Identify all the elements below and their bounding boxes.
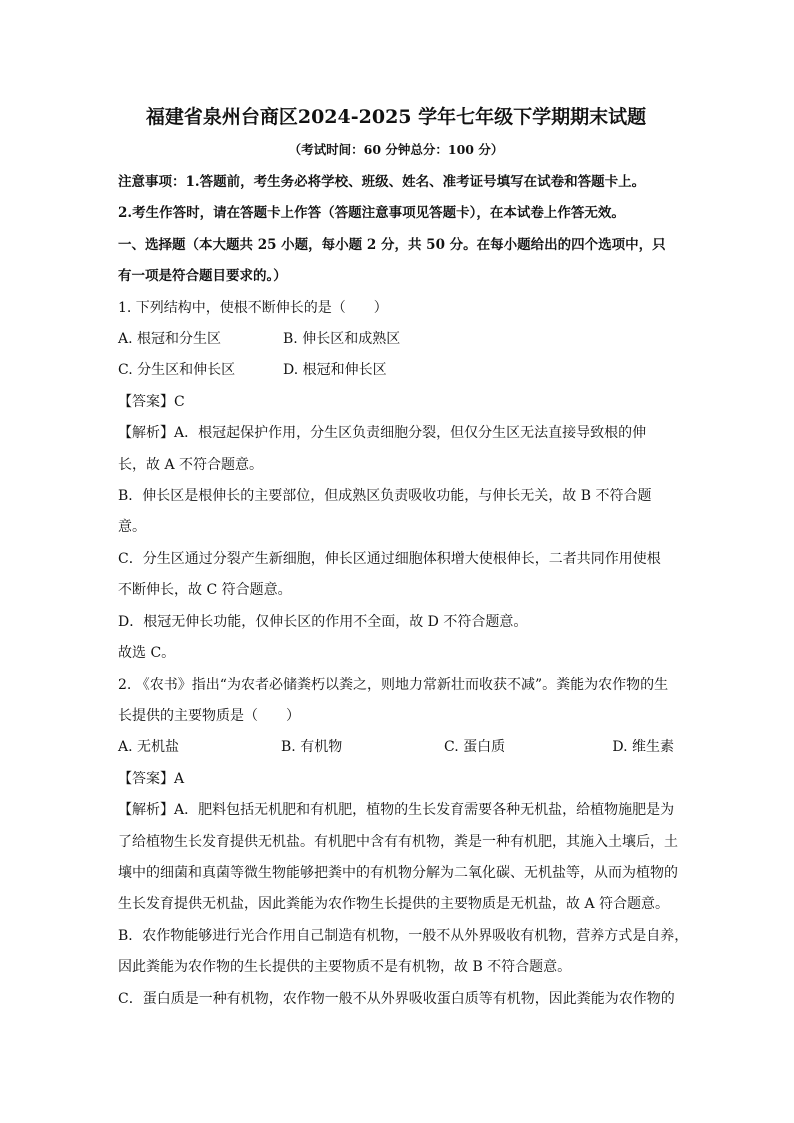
question-2-option-c: C. 蛋白质	[444, 739, 506, 756]
question-2-option-a: A. 无机盐	[118, 739, 180, 756]
question-1-option-d: D. 根冠和伸长区	[283, 362, 387, 379]
question-2-analysis-line: 壤中的细菌和真菌等微生物能够把粪中的有机物分解为二氧化碳、无机盐等，从而为植物的	[118, 864, 678, 881]
notice-line-2: 2.考生作答时，请在答题卡上作答（答题注意事项见答题卡），在本试卷上作答无效。	[118, 205, 625, 222]
question-1-conclusion: 故选 C。	[118, 645, 176, 662]
question-2-options-row	[118, 732, 674, 763]
question-2-analysis-line: 生长发育提供无机盐，因此粪能为农作物生长提供的主要物质是无机盐，故 A 符合题意。	[118, 896, 670, 913]
question-1-option-a: A. 根冠和分生区	[118, 331, 222, 348]
question-2-stem-line-1: 2. 《农书》指出“为农者必储粪朽以粪之，则地力常新壮而收获不减”。粪能为农作物的生	[118, 676, 669, 693]
question-2-analysis-line: B．农作物能够进行光合作用自己制造有机物，一般不从外界吸收有机物，营养方式是自养，	[118, 927, 689, 944]
question-2-analysis-line: 【解析】A．肥料包括无机肥和有机肥，植物的生长发育需要各种无机盐，给植物施肥是为	[118, 802, 675, 819]
question-1-analysis-line: D．根冠无伸长功能，仅伸长区的作用不全面，故 D 不符合题意。	[118, 613, 528, 630]
question-2-option-b: B. 有机物	[281, 739, 343, 756]
question-1-analysis-line: B．伸长区是根伸长的主要部位，但成熟区负责吸收功能，与伸长无关，故 B 不符合题	[118, 488, 652, 505]
notice-line-1: 注意事项：1.答题前，考生务必将学校、班级、姓名、准考证号填写在试卷和答题卡上。	[118, 174, 646, 190]
question-1-option-b: B. 伸长区和成熟区	[283, 331, 401, 348]
section-heading-line-2: 有一项是符合题目要求的。）	[118, 268, 287, 285]
exam-info: （考试时间：60 分钟总分：100 分）	[288, 142, 504, 157]
question-1-options-row-2	[118, 355, 674, 386]
question-1-analysis-line: 意。	[118, 519, 146, 536]
question-2-analysis-line: 了给植物生长发育提供无机盐。有机肥中含有有机物，粪是一种有机肥，其施入土壤后，土	[118, 833, 678, 850]
question-2-stem-line-2: 长提供的主要物质是（ ）	[118, 707, 300, 724]
section-heading-line-1: 一、选择题（本大题共 25 小题，每小题 2 分，共 50 分。在每小题给出的四个选项中，只	[118, 236, 666, 253]
page-title: 福建省泉州台商区2024-2025 学年七年级下学期期末试题	[145, 106, 647, 128]
question-2-analysis-line: C．蛋白质是一种有机物，农作物一般不从外界吸收蛋白质等有机物，因此粪能为农作物的	[118, 990, 675, 1007]
question-2-analysis-line: 因此粪能为农作物的生长提供的主要物质不是有机物，故 B 不符合题意。	[118, 959, 572, 976]
document-body	[118, 102, 689, 1015]
question-1-option-c: C. 分生区和伸长区	[118, 362, 236, 379]
question-1-options-row-1	[118, 324, 674, 355]
question-1-analysis-line: C．分生区通过分裂产生新细胞，伸长区通过细胞体积增大使根伸长，二者共同作用使根	[118, 550, 661, 567]
question-2-option-d: D. 维生素	[612, 739, 674, 756]
question-1-analysis-line: 【解析】A．根冠起保护作用，分生区负责细胞分裂，但仅分生区无法直接导致根的伸	[118, 425, 647, 442]
question-1-stem: 1. 下列结构中，使根不断伸长的是（ ）	[118, 299, 388, 316]
question-1-answer: 【答案】C	[118, 393, 185, 410]
question-2-answer: 【答案】A	[118, 770, 185, 787]
question-1-analysis-line: 长，故 A 不符合题意。	[118, 456, 264, 473]
question-1-analysis-line: 不断伸长，故 C 符合题意。	[118, 582, 292, 599]
